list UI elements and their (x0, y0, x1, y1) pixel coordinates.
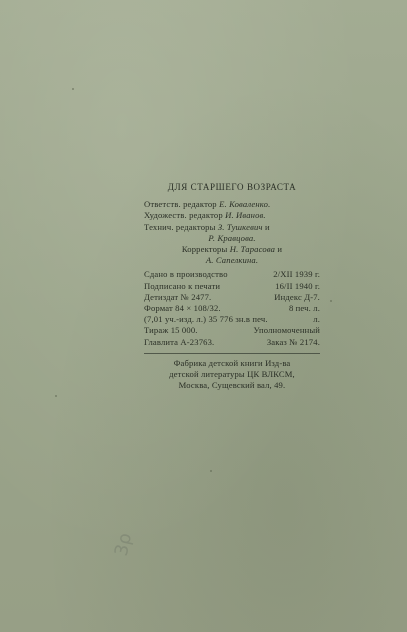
pub-line-right: 16/II 1940 г. (275, 280, 320, 291)
publication-line (144, 269, 320, 280)
role-label: Ответств. редактор (144, 199, 217, 210)
factory-line: Фабрика детской книги Изд-ва (173, 357, 291, 368)
tech-editor-name: Р. Кравцова. (208, 232, 256, 243)
age-group-heading: ДЛЯ СТАРШЕГО ВОЗРАСТА (167, 182, 297, 192)
pub-line-left: Тираж 15 000. (144, 325, 198, 336)
publication-line (144, 303, 320, 314)
paper-speck (330, 300, 332, 302)
pub-line-left: (7,01 уч.-изд. л.) 35 776 зн.в печ. (144, 314, 268, 325)
art-editor-name: И. Иванов. (225, 210, 266, 221)
pub-line-right: Индекс Д-7. (274, 291, 320, 302)
tech-editors-line (144, 222, 320, 233)
role-label: Корректоры (181, 244, 228, 255)
factory-line: детской литературы ЦК ВЛКСМ, (169, 369, 295, 380)
role-label: Технич. редакторы (144, 221, 216, 232)
paper-speck (210, 470, 212, 472)
pencil-mark: 3ρ (110, 531, 137, 558)
pub-line-left: Формат 84 × 108/32. (144, 303, 221, 314)
publication-line (144, 337, 320, 348)
pub-line-left: Подписано к печати (144, 280, 221, 291)
tech-editors-line-2 (144, 233, 320, 244)
pub-line-right: Заказ № 2174. (266, 336, 320, 347)
role-label: Художеств. редактор (144, 210, 223, 221)
pub-line-right: Уполномоченный (253, 325, 320, 336)
factory-line: Москва, Сущевский вал, 49. (178, 380, 286, 391)
corrector-name: Н. Тарасова (229, 244, 276, 255)
pub-line-left: Детиздат № 2477. (144, 291, 212, 302)
correctors-line-2 (144, 255, 320, 266)
pub-line-right: л. (313, 314, 320, 325)
art-editor-line (144, 210, 320, 221)
conjunction: и (277, 244, 283, 255)
editor-name: Е. Коваленко. (219, 199, 271, 210)
pub-line-left: Главлита А-23763. (144, 336, 215, 347)
tech-editor-name: З. Тушкевич (217, 221, 263, 232)
corrector-name: А. Сапелкина. (205, 255, 259, 266)
pub-line-right: 8 печ. л. (288, 303, 320, 314)
publication-line (144, 292, 320, 303)
pub-line-right: 2/XII 1939 г. (273, 269, 320, 280)
paper-speck (55, 395, 57, 397)
colophon-block (144, 182, 320, 391)
publication-line (144, 281, 320, 292)
pub-line-left: Сдано в производство (144, 269, 228, 280)
publication-line (144, 325, 320, 336)
paper-speck (72, 88, 74, 90)
conjunction: и (265, 221, 270, 232)
divider (144, 353, 320, 354)
publication-line (144, 314, 320, 325)
responsible-editor-line (144, 199, 320, 210)
correctors-line (144, 244, 320, 255)
